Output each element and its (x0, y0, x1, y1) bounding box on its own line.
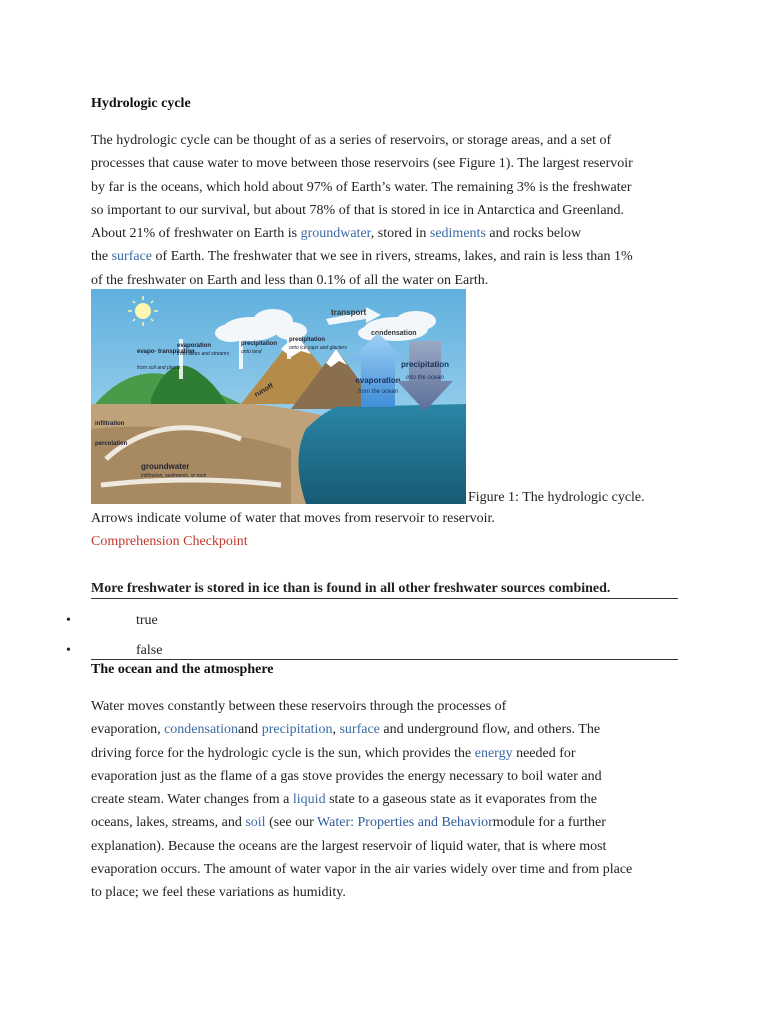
link-condensation[interactable]: condensation (164, 722, 238, 738)
section-title-hydrologic-cycle: Hydrologic cycle (91, 96, 191, 111)
text-line: processes that cause water to move between those reservoirs (see Figure 1). The largest reservoir (91, 156, 633, 172)
link-soil[interactable]: soil (245, 815, 266, 831)
link-water-properties-module[interactable]: Water: Properties and Behavior (317, 815, 493, 831)
label-evapotranspiration-sub: from soil and plants (137, 365, 181, 371)
text-line: The hydrologic cycle can be thought of as a series of reservoirs, or storage areas, and a set of (91, 133, 612, 148)
text-line: the surface of Earth. The freshwater that we see in rivers, streams, lakes, and rain is less than 1% (91, 249, 633, 265)
bullet-icon: • (66, 613, 71, 628)
label-transport: transport (331, 308, 367, 317)
text-line: driving force for the hydrologic cycle is the sun, which provides the energy needed for (91, 745, 576, 761)
text-line: so important to our survival, but about 78% of that is stored in ice in Antarctica and Greenland. (91, 202, 625, 218)
label-infiltration: infiltration (95, 421, 125, 427)
label-precipitation-sea: precipitation (400, 360, 450, 369)
text-line: explanation). Because the oceans are the largest reservoir of liquid water, that is where most (91, 838, 607, 854)
label-groundwater-sub: infiltration, sediments, or rock (141, 473, 207, 479)
label-evaporation-lakes-sub: from lakes and streams (177, 351, 229, 357)
paragraph-hydrologic-intro (91, 129, 691, 292)
figure-caption-title: Figure 1: The hydrologic cycle. (468, 490, 645, 505)
label-percolation: percolation (95, 441, 128, 447)
link-sediments[interactable]: sediments (429, 226, 486, 242)
paragraph-ocean-atmosphere (91, 695, 691, 905)
quiz-question: More freshwater is stored in ice than is found in all other freshwater sources combined. (91, 581, 678, 599)
label-runoff: runoff (253, 382, 275, 399)
text-line: oceans, lakes, streams, and soil (see our Water: Properties and Behaviormodule for a further (91, 815, 606, 831)
text-line: create steam. Water changes from a liquid state to a gaseous state as it evaporates from the (91, 792, 597, 808)
label-precipitation-land: precipitation (241, 341, 278, 347)
link-energy[interactable]: energy (474, 745, 513, 761)
bullet-icon: • (66, 643, 71, 658)
quiz-option-false[interactable] (66, 643, 162, 659)
text-line: by far is the oceans, which hold about 97% of Earth’s water. The remaining 3% is the freshwater (91, 179, 632, 195)
label-groundwater: groundwater (141, 462, 190, 471)
ocean (299, 404, 467, 504)
link-surface[interactable]: surface (111, 249, 153, 265)
text-line: evaporation occurs. The amount of water vapor in the air varies widely over time and from place (91, 862, 633, 878)
text-line: evaporation, condensationand precipitation, surface and underground flow, and others. The (91, 722, 601, 738)
text-line: About 21% of freshwater on Earth is groundwater, stored in sediments and rocks below (91, 226, 582, 242)
label-condensation: condensation (371, 330, 417, 337)
quiz-option-label: false (136, 643, 163, 658)
quiz-option-label: true (136, 613, 158, 628)
link-precipitation[interactable]: precipitation (261, 722, 333, 738)
label-evaporation-sea: evaporation (355, 376, 401, 385)
link-liquid[interactable]: liquid (292, 792, 326, 808)
comprehension-checkpoint-link[interactable]: Comprehension Checkpoint (91, 534, 248, 549)
label-precipitation-ice-sub: onto ice caps and glaciers (289, 345, 347, 351)
figure-caption-description: Arrows indicate volume of water that moves from reservoir to reservoir. (91, 511, 495, 526)
divider (91, 659, 678, 660)
link-surface-2[interactable]: surface (339, 722, 380, 738)
text-line: evaporation just as the flame of a gas stove provides the energy necessary to boil water and (91, 768, 602, 784)
label-evaporation-lakes: evaporation (177, 343, 212, 349)
link-groundwater[interactable]: groundwater (300, 226, 371, 242)
text-line: Water moves constantly between these reservoirs through the processes of (91, 699, 507, 714)
sun-icon (135, 303, 151, 319)
label-precipitation-land-sub: onto land (241, 349, 262, 355)
text-line: to place; we feel these variations as humidity. (91, 885, 346, 901)
quiz-option-true[interactable] (66, 613, 158, 629)
text-line: of the freshwater on Earth and less than 0.1% of all the water on Earth. (91, 272, 489, 288)
label-precipitation-ice: precipitation (289, 337, 326, 343)
label-precipitation-sea-sub: into the ocean (406, 375, 444, 381)
label-evapotranspiration: evapo- transpiration (137, 349, 195, 355)
section-title-ocean-atmosphere: The ocean and the atmosphere (91, 662, 274, 677)
hydrologic-cycle-figure (91, 289, 466, 504)
label-evaporation-sea-sub: from the ocean (357, 389, 399, 395)
